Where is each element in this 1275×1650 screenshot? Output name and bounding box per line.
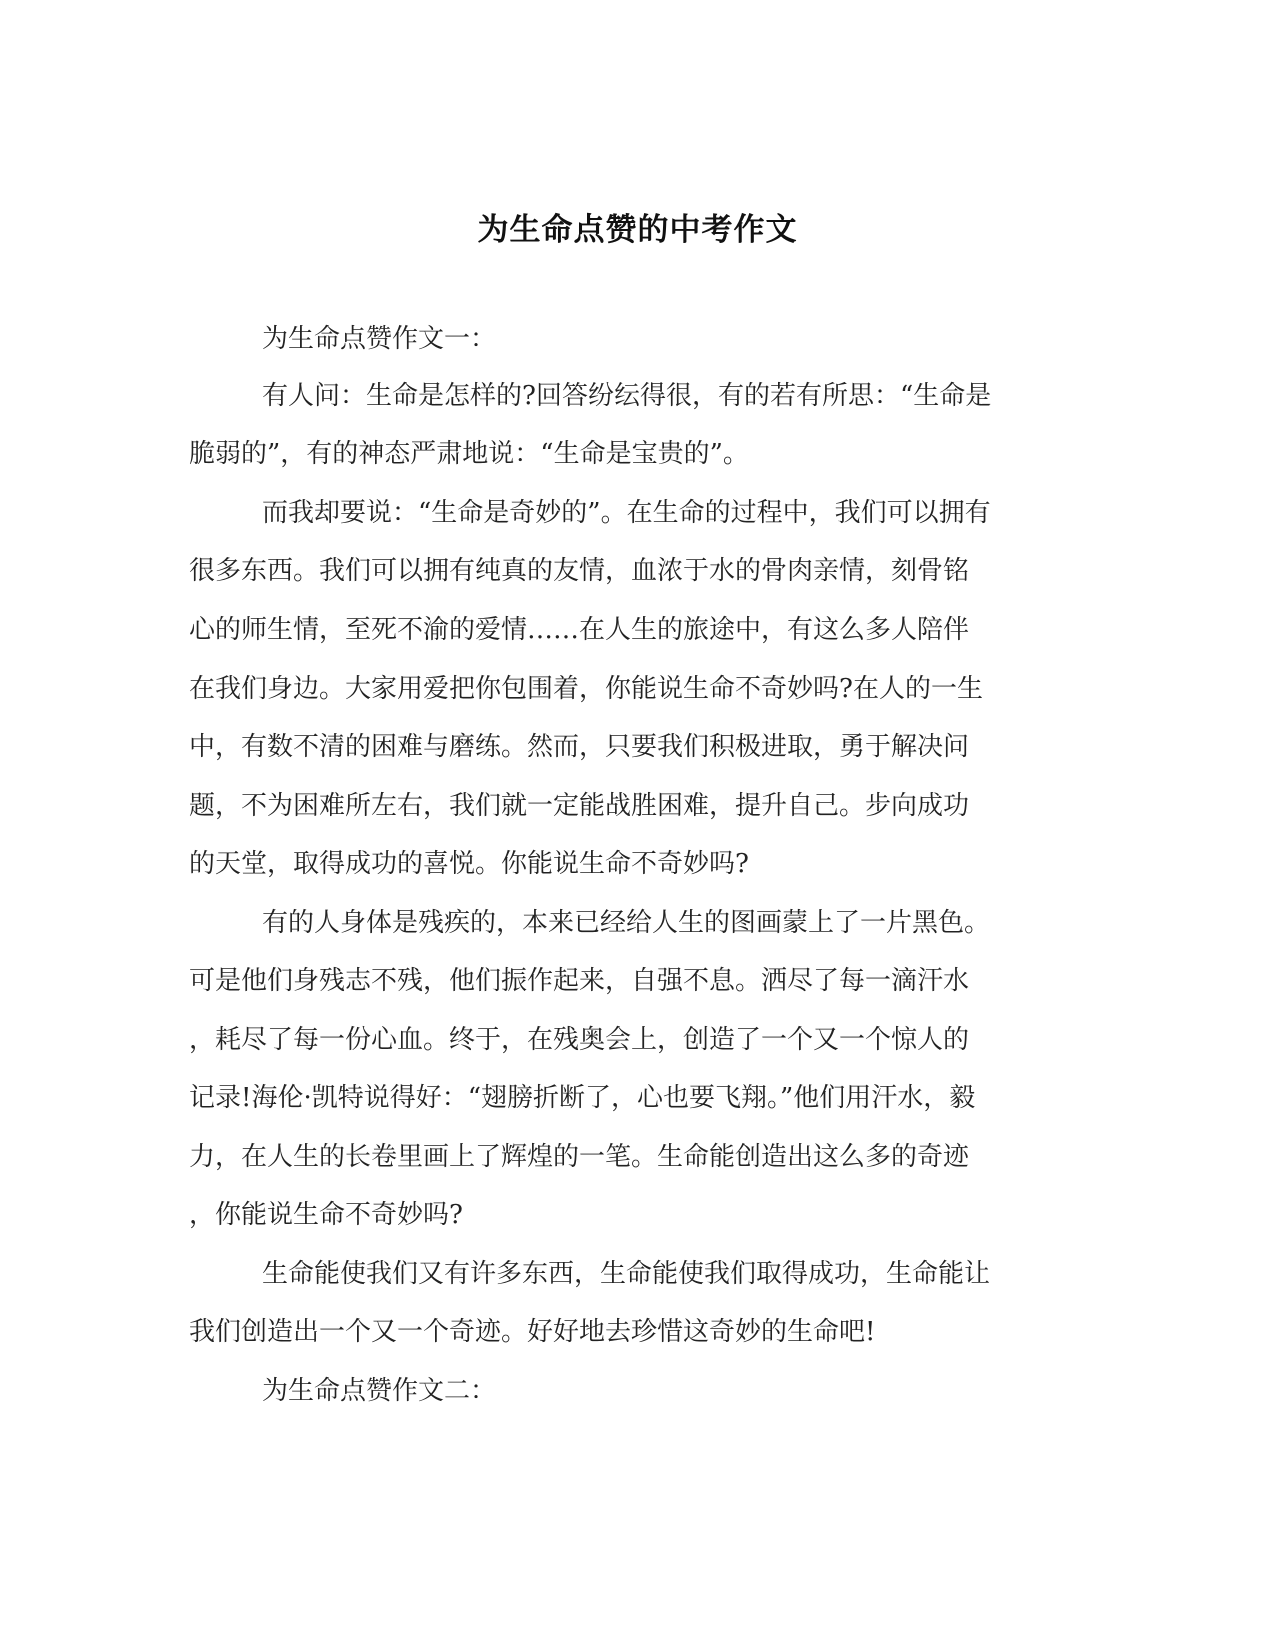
paragraph-line: 我们创造出一个又一个奇迹。好好地去珍惜这奇妙的生命吧! [189,1317,876,1347]
document-title: 为生命点赞的中考作文 [477,212,798,248]
paragraph-line: 中，有数不清的困难与磨练。然而，只要我们积极进取，勇于解决问 [189,732,970,762]
section-heading-two: 为生命点赞作文二： [262,1376,497,1406]
paragraph-line: 而我却要说：“生命是奇妙的”。在生命的过程中，我们可以拥有 [262,498,991,528]
paragraph-line: ，你能说生命不奇妙吗? [189,1200,463,1230]
paragraph-line: 生命能使我们又有许多东西，生命能使我们取得成功，生命能让 [262,1259,991,1289]
paragraph-line: 心的师生情，至死不渝的爱情……在人生的旅途中，有这么多人陪伴 [189,615,970,645]
paragraph-line: 有人问：生命是怎样的?回答纷纭得很，有的若有所思：“生命是 [262,381,992,411]
paragraph-line: 在我们身边。大家用爱把你包围着，你能说生命不奇妙吗?在人的一生 [189,674,983,704]
paragraph-line: 可是他们身残志不残，他们振作起来，自强不息。洒尽了每一滴汗水 [189,966,970,996]
paragraph-line: 力，在人生的长卷里画上了辉煌的一笔。生命能创造出这么多的奇迹 [189,1142,970,1172]
paragraph-line: 题，不为困难所左右，我们就一定能战胜困难，提升自己。步向成功 [189,791,970,821]
paragraph-line: 脆弱的”，有的神态严肃地说：“生命是宝贵的”。 [189,439,749,469]
paragraph-line: 的天堂，取得成功的喜悦。你能说生命不奇妙吗? [189,849,749,879]
paragraph-line: 很多东西。我们可以拥有纯真的友情，血浓于水的骨肉亲情，刻骨铭 [189,556,970,586]
paragraph-line: ，耗尽了每一份心血。终于，在残奥会上，创造了一个又一个惊人的 [189,1025,970,1055]
paragraph-line: 记录!海伦·凯特说得好：“翅膀折断了，心也要飞翔。”他们用汗水，毅 [189,1083,976,1113]
paragraph-line: 有的人身体是残疾的，本来已经给人生的图画蒙上了一片黑色。 [262,908,991,938]
section-heading-one: 为生命点赞作文一： [262,324,497,354]
